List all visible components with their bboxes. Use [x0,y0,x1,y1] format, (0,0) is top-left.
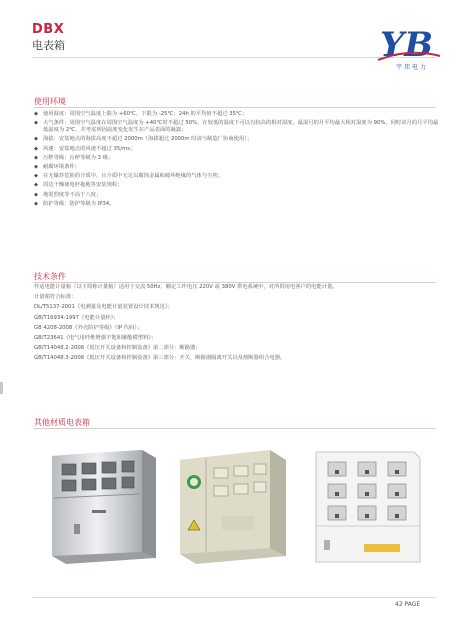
list-item: ◆ 污秽等级：污秽等级为 3 级； [34,154,114,161]
section-heading-gallery: 其他材质电表箱 [34,418,90,427]
bullet-icon: ◆ [34,120,39,127]
composite-meter-box-image [302,446,430,566]
list-item: ◆ 大气条件：周围空气温度在周围空气温度为 +40℃时不超过 50%，在较低的温度下可以有较高的相对湿度，最湿月的月平均最大相对湿度为 90%，同时该月的月平均最低温度为 2℃，并考虑到因温度变化发生在产品表面的凝露； [34,120,439,134]
text-line: 计量箱符合标准： [34,294,77,301]
bullet-icon: ◆ [34,136,39,143]
product-code: DBX [32,22,65,37]
section-heading-environment: 使用环境 [34,97,66,106]
list-item: ◆ 地震烈度等不高于八度； [34,191,102,198]
bullet-icon: ◆ [34,191,39,198]
section-heading-tech: 技术条件 [34,272,66,281]
section-divider [34,107,436,108]
tech-text [34,284,442,366]
bullet-icon: ◆ [34,200,39,207]
bullet-icon: ◆ [34,163,39,170]
bullet-icon: ◆ [34,173,39,180]
company-logo [374,20,444,72]
list-item: ◆ 周边干燥使电杆拖地等安装规程； [34,182,123,189]
list-item: ◆ 海拔：安装地点的海拔高度不超过 2000m（海拔超过 2000m 时请与制造厂协商使用）； [34,136,253,143]
svg-text:YB: YB [380,25,434,65]
section-divider [34,428,436,429]
list-item: ◆ 使用温度：周围空气温度上限为 +60℃，下限为 -25℃；24h 的平均值不超过 35℃； [34,111,248,117]
text-line: GB 4208-2008《外壳防护等级》（IP 代码）； [34,324,143,331]
text-line: GB/T16934-1997《电能计量柜》； [34,314,119,321]
text-line: GB/T14048.2-2008《低压开关设备和控制设备》第二部分：断路器； [34,345,201,352]
environment-list [34,111,442,210]
bullet-icon: ◆ [34,182,39,189]
text-line: DL/T5137-2001《电测量及电能计量装置设计技术规范》； [34,304,173,311]
bullet-icon: ◆ [34,145,39,152]
bullet-icon: ◆ [34,111,39,117]
text-line: GB/T14048.3-2008《低压开关设备和控制设备》第三部分：开关、断路器隔离开关以及熔断器组合电器。 [34,355,286,362]
text-line: 作适电能计量箱（以下简称计量箱）适用于交流 50Hz，额定工作电压 220V 或 380V 供电系统中，对所供用电客户的电能计量。 [34,284,338,290]
list-item: ◆ 风速：安装地点的风速不超过 35/ms； [34,145,136,152]
list-item: ◆ 在无爆炸危险的介质中，且介质中无足以腐蚀金属和破坏绝缘的气体与尘埃； [34,173,224,180]
page-edge-mark [0,382,3,394]
page-number: 42 PAGE [395,601,421,608]
text-line: GB/T23641《电气用纤维增强不饱和聚酯模塑料》； [34,334,157,341]
logo-caption: 宇邦电力 [396,64,429,71]
fiberglass-meter-box-image [170,446,294,566]
stainless-meter-box-image [34,446,162,566]
bullet-icon: ◆ [34,154,39,161]
product-name: 电表箱 [32,39,65,52]
list-item: ◆ 防护等级：防护等级为 IP34。 [34,200,115,207]
list-item: ◆ 耐腐环境条件； [34,163,81,170]
section-divider [34,282,436,283]
footer-divider [32,597,436,598]
